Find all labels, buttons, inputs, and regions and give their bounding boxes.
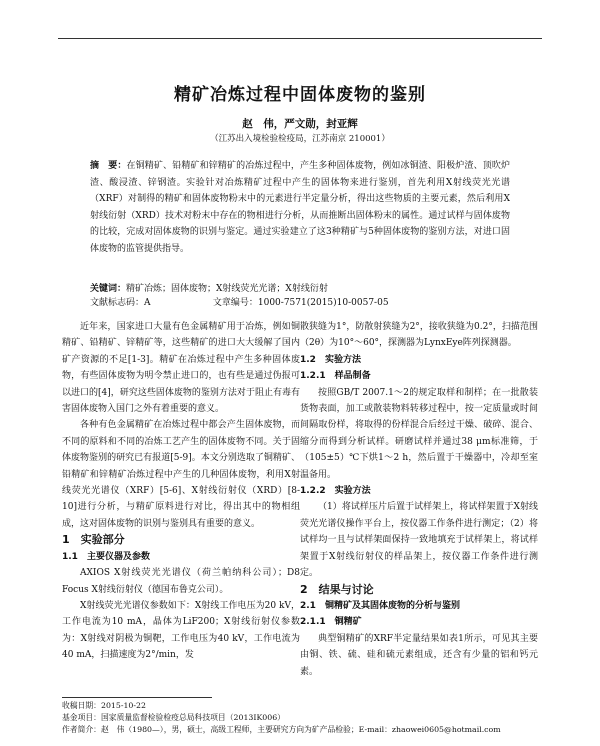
keywords-label: 关键词： bbox=[90, 284, 127, 294]
abstract-text: 在铜精矿、铅精矿和锌精矿的冶炼过程中，产生多种固体废物，例如冰铜渣、阳极炉渣、顶吹炉渣、酸浸渣、锌钢渣。实验针对冶炼精矿过程中产生的固体物来进行鉴别，首先利用X射线荧光光谱（XRF）对制得的精矿和固体废物粉末中的元素进行半定量分析，得出这些物质的主要元素，然后利用X射线衍射（XRD）技术对粉末中存在的物相进行分析，从而推断出固体粉末的属性。通过试样与固体废物的比较，完成对固体废物的识别与鉴定。通过实验建立了这3种精矿与5种固体废物的鉴别方法，对进口固体废物的监管提供指导。 bbox=[90, 161, 510, 254]
section-1-2-1-heading: 1.2.1 样品制备 bbox=[300, 371, 371, 382]
left-column bbox=[62, 319, 300, 664]
section-2-heading: 2 结果与讨论 bbox=[300, 582, 374, 596]
sample-prep-paragraph: 按照GB/T 2007.1～2的规定取样和制样；在一批散装货物表面，加工或散装物料转移过程中，按一定质量或时间间隔取份样，将取得的份样混合后经过干燥、破碎、混合、缩分而得到分析试样。研磨试样并通过38 μm标准筛，于（105±5）℃下烘1～2 h，然后置于干燥器中，冷却至室温备用。 bbox=[300, 387, 538, 480]
document-code: 文献标志码：A bbox=[90, 298, 151, 308]
footnote-fund: 基金项目：国家质量监督检验检疫总局科技项目（2013IK006） bbox=[62, 713, 285, 722]
section-2-1-heading: 2.1 铜精矿及其固体废物的分析与鉴别 bbox=[300, 600, 460, 611]
classification-line bbox=[90, 296, 510, 310]
result-paragraph: 典型铜精矿的XRF半定量结果如表1所示，可见其主要由铜、铁、硫、硅和硫元素组成，还含有少量的铝和钙元素。 bbox=[300, 633, 538, 677]
right-column bbox=[300, 319, 538, 680]
abstract-label: 摘 要： bbox=[90, 161, 127, 171]
header-rule bbox=[58, 38, 542, 39]
section-1-1-heading: 1.1 主要仪器及参数 bbox=[62, 551, 150, 562]
authors: 赵 伟，严文勋，封亚辉 bbox=[242, 118, 358, 130]
section-1-2-heading: 1.2 实验方法 bbox=[300, 354, 361, 365]
article-number: 文章编号：1000-7571(2015)10-0057-05 bbox=[212, 298, 389, 308]
section-1-heading: 1 实验部分 bbox=[62, 533, 125, 547]
abstract bbox=[90, 158, 510, 257]
keywords bbox=[90, 282, 510, 296]
section-2-1-1-heading: 2.1.1 铜精矿 bbox=[300, 617, 362, 628]
intro-paragraph-2: 各种有色金属精矿在冶炼过程中都会产生固体废物，而不同的原料和不同的冶炼工艺产生的固体废物不同。关于固体废物鉴别的研究已有报道[5-9]。本文分别选取了铜精矿、铅精矿和锌精矿冶炼过程中产生的几种固体废物，利用X射线荧光光谱仪（XRF）[5-6]、X射线衍射仪（XRD）[8-10]进行分析，与精矿原料进行对比，得出其中的物相组成，这对固体废物的识别与鉴别具有重要的意义。 bbox=[62, 420, 300, 529]
affiliation: （江苏出入境检验检疫局，江苏南京 210001） bbox=[210, 134, 390, 144]
footnote-author: 作者简介：赵 伟（1980—），男，硕士，高级工程师，主要研究方向为矿产品检验；E-mail：zhaowei0605@hotmail.com bbox=[62, 725, 501, 734]
instrument-paragraph-1: AXIOS X射线荧光光谱仪（荷兰帕纳科公司）；D8 Focus X射线衍射仪（德国布鲁克公司）。 bbox=[62, 568, 300, 595]
footnote-received: 收稿日期：2015-10-22 bbox=[62, 701, 146, 710]
instrument-paragraph-2: X射线荧光光谱仪参数如下：X射线工作电压为20 kV，工作电流为10 mA，晶体为LiF200；X射线衍射仪参数为：X射线对阴极为铜靶，工作电压为40 kV，工作电流为40 mA，扫描速度为2°/min，发 bbox=[62, 600, 300, 661]
method-paragraph: （1）将试样压片后置于试样架上，将试样架置于X射线荧光光谱仪操作平台上，按仪器工作条件进行测定；（2）将试样均一且与试样架面保持一致地填充于试样架上，将试样架置于X射线衍射仪的样品架上，按仪器工作条件进行测定。 bbox=[300, 502, 538, 579]
paper-title: 精矿冶炼过程中固体废物的鉴别 bbox=[174, 85, 426, 105]
keywords-text: 精矿冶炼；固体废物；X射线荧光光谱；X射线衍射 bbox=[126, 284, 328, 294]
continued-paragraph: 散狭缝为1°，防散射狭缝为2°，接收狭缝为0.2°，扫描范围（2θ）为10°～60°，探测器为LynxEye阵列探测器。 bbox=[300, 322, 538, 349]
intro-paragraph-1: 近年来，国家进口大量有色金属精矿用于冶炼，例如铜精矿、铅精矿、锌精矿等，这些精矿的进口大大缓解了国内矿产资源的不足[1-3]。精矿在冶炼过程中产生多种固体废物，有些固体废物为明令禁止进口的，也有些是通过伪报可以进口的[4]，研究这些固体废物的鉴别方法对于阻止有毒有害固体废物入国门之外有着重要的意义。 bbox=[62, 322, 300, 415]
footnote-rule bbox=[62, 697, 212, 698]
section-1-2-2-heading: 1.2.2 实验方法 bbox=[300, 486, 371, 497]
